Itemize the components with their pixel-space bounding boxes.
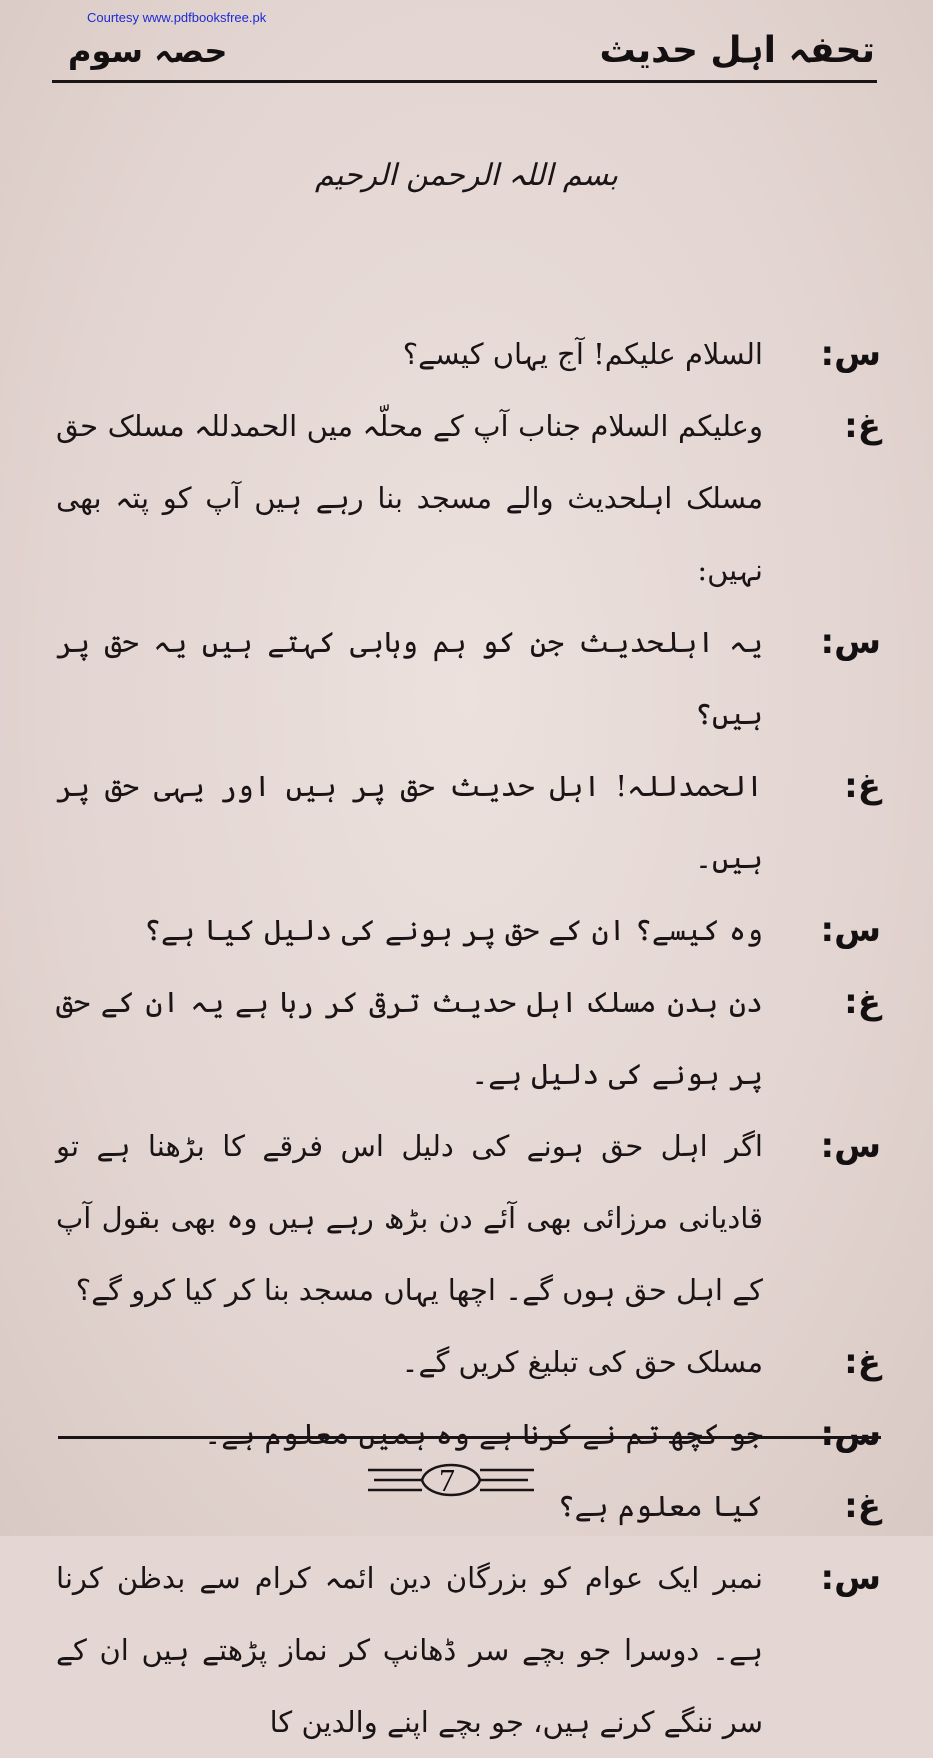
speaker-label: س: (820, 1414, 881, 1454)
dialogue-text: وہ کیسے؟ ان کے حق پر ہونے کی دلیل کیا ہے؟ (144, 913, 763, 947)
dialogue-text: کیا معلوم ہے؟ (557, 1489, 763, 1523)
dialogue-entry (56, 750, 881, 894)
dialogue-list (56, 318, 881, 1758)
dialogue-text: دن بدن مسلک اہل حدیث ترقی کر رہا ہے یہ ان کے حق پر ہونے کی دلیل ہے۔ (56, 985, 763, 1091)
book-title: تحفہ اہل حدیث (599, 30, 875, 71)
bismillah-calligraphy: بسم اللہ الرحمن الرحیم (314, 158, 619, 193)
dialogue-text: یہ اہلحدیث جن کو ہم وہابی کہتے ہیں یہ حق پر ہیں؟ (56, 625, 763, 731)
speaker-label: غ: (844, 766, 881, 806)
courtesy-watermark: Courtesy www.pdfbooksfree.pk (87, 10, 267, 25)
dialogue-entry (56, 1326, 881, 1398)
dialogue-entry (56, 606, 881, 750)
speaker-label: س: (820, 1558, 881, 1598)
dialogue-text: مسلک حق کی تبلیغ کریں گے۔ (401, 1345, 763, 1379)
dialogue-entry (56, 966, 881, 1110)
speaker-label: س: (820, 334, 881, 374)
speaker-label: س: (820, 910, 881, 950)
dialogue-text: نمبر ایک عوام کو بزرگان دین ائمہ کرام سے بدظن کرنا ہے۔ دوسرا جو بچے سر ڈھانپ کر نماز پڑھتے ہیں ان کے سر ننگے کرنے ہیں، جو بچے اپنے والدین کا (56, 1561, 763, 1739)
speaker-label: غ: (844, 1486, 881, 1526)
dialogue-entry (56, 894, 881, 966)
dialogue-entry (56, 318, 881, 390)
dialogue-entry (56, 1110, 881, 1326)
dialogue-entry (56, 390, 881, 606)
speaker-label: س: (820, 1126, 881, 1166)
dialogue-entry (56, 1542, 881, 1758)
part-label: حصہ سوم (68, 32, 228, 70)
speaker-label: غ: (844, 406, 881, 446)
speaker-label: غ: (844, 1342, 881, 1382)
page-number: 7 (439, 1462, 455, 1498)
dialogue-text: السلام علیکم! آج یہاں کیسے؟ (402, 337, 763, 371)
speaker-label: س: (820, 622, 881, 662)
footer-divider (58, 1436, 881, 1439)
header-divider (52, 80, 877, 83)
speaker-label: غ: (844, 982, 881, 1022)
dialogue-text: وعلیکم السلام جناب آپ کے محلّہ میں الحمدللہ مسلک حق مسلک اہلحدیث والے مسجد بنا رہے ہیں آپ کو پتہ بھی نہیں: (56, 409, 763, 587)
dialogue-text: الحمدللہ! اہل حدیث حق پر ہیں اور یہی حق پر ہیں۔ (56, 769, 763, 875)
dialogue-text: اگر اہل حق ہونے کی دلیل اس فرقے کا بڑھنا ہے تو قادیانی مرزائی بھی آئے دن بڑھ رہے ہیں وہ بھی بقول آپ کے اہل حق ہوں گے۔ اچھا یہاں مسجد بنا کر کیا کرو گے؟ (56, 1129, 763, 1307)
dialogue-text: جو کچھ تم نے کرنا ہے وہ ہمیں معلوم ہے۔ (204, 1417, 763, 1451)
